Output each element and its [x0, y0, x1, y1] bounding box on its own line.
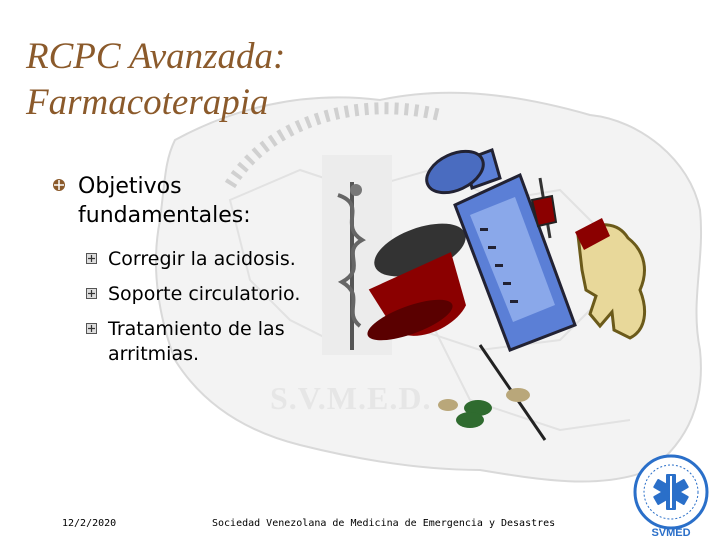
sub-bullet-2 [86, 282, 346, 307]
logo-text: SVMED [651, 527, 691, 538]
slide-title [26, 34, 446, 126]
footer-organization: Sociedad Venezolana de Medicina de Emergencia y Desastres [212, 518, 556, 529]
sub-bullet-text: Corregir la acidosis. [108, 248, 296, 270]
sub-bullet-1 [86, 247, 346, 272]
bullet-text-line-1: Objetivos [78, 174, 182, 199]
bullet-text-line-2: fundamentales: [78, 203, 251, 228]
sub-bullet-square-icon [86, 323, 97, 334]
watermark-text: S.V.M.E.D. [270, 380, 432, 416]
sub-bullet-text-line-2: arritmias. [108, 343, 200, 365]
bullet-diamond-icon [52, 178, 66, 192]
sub-bullet-text-line-1: Tratamiento de las [108, 318, 285, 340]
bullet-objectives [56, 172, 336, 230]
sub-bullet-text: Soporte circulatorio. [108, 283, 301, 305]
title-line-1: RCPC Avanzada: [26, 36, 286, 77]
footer-date: 12/2/2020 [62, 518, 117, 529]
svmed-logo-icon [628, 452, 714, 538]
sub-bullet-3 [86, 317, 346, 367]
title-line-2: Farmacoterapia [26, 82, 269, 123]
sub-bullet-square-icon [86, 288, 97, 299]
sub-bullet-square-icon [86, 253, 97, 264]
